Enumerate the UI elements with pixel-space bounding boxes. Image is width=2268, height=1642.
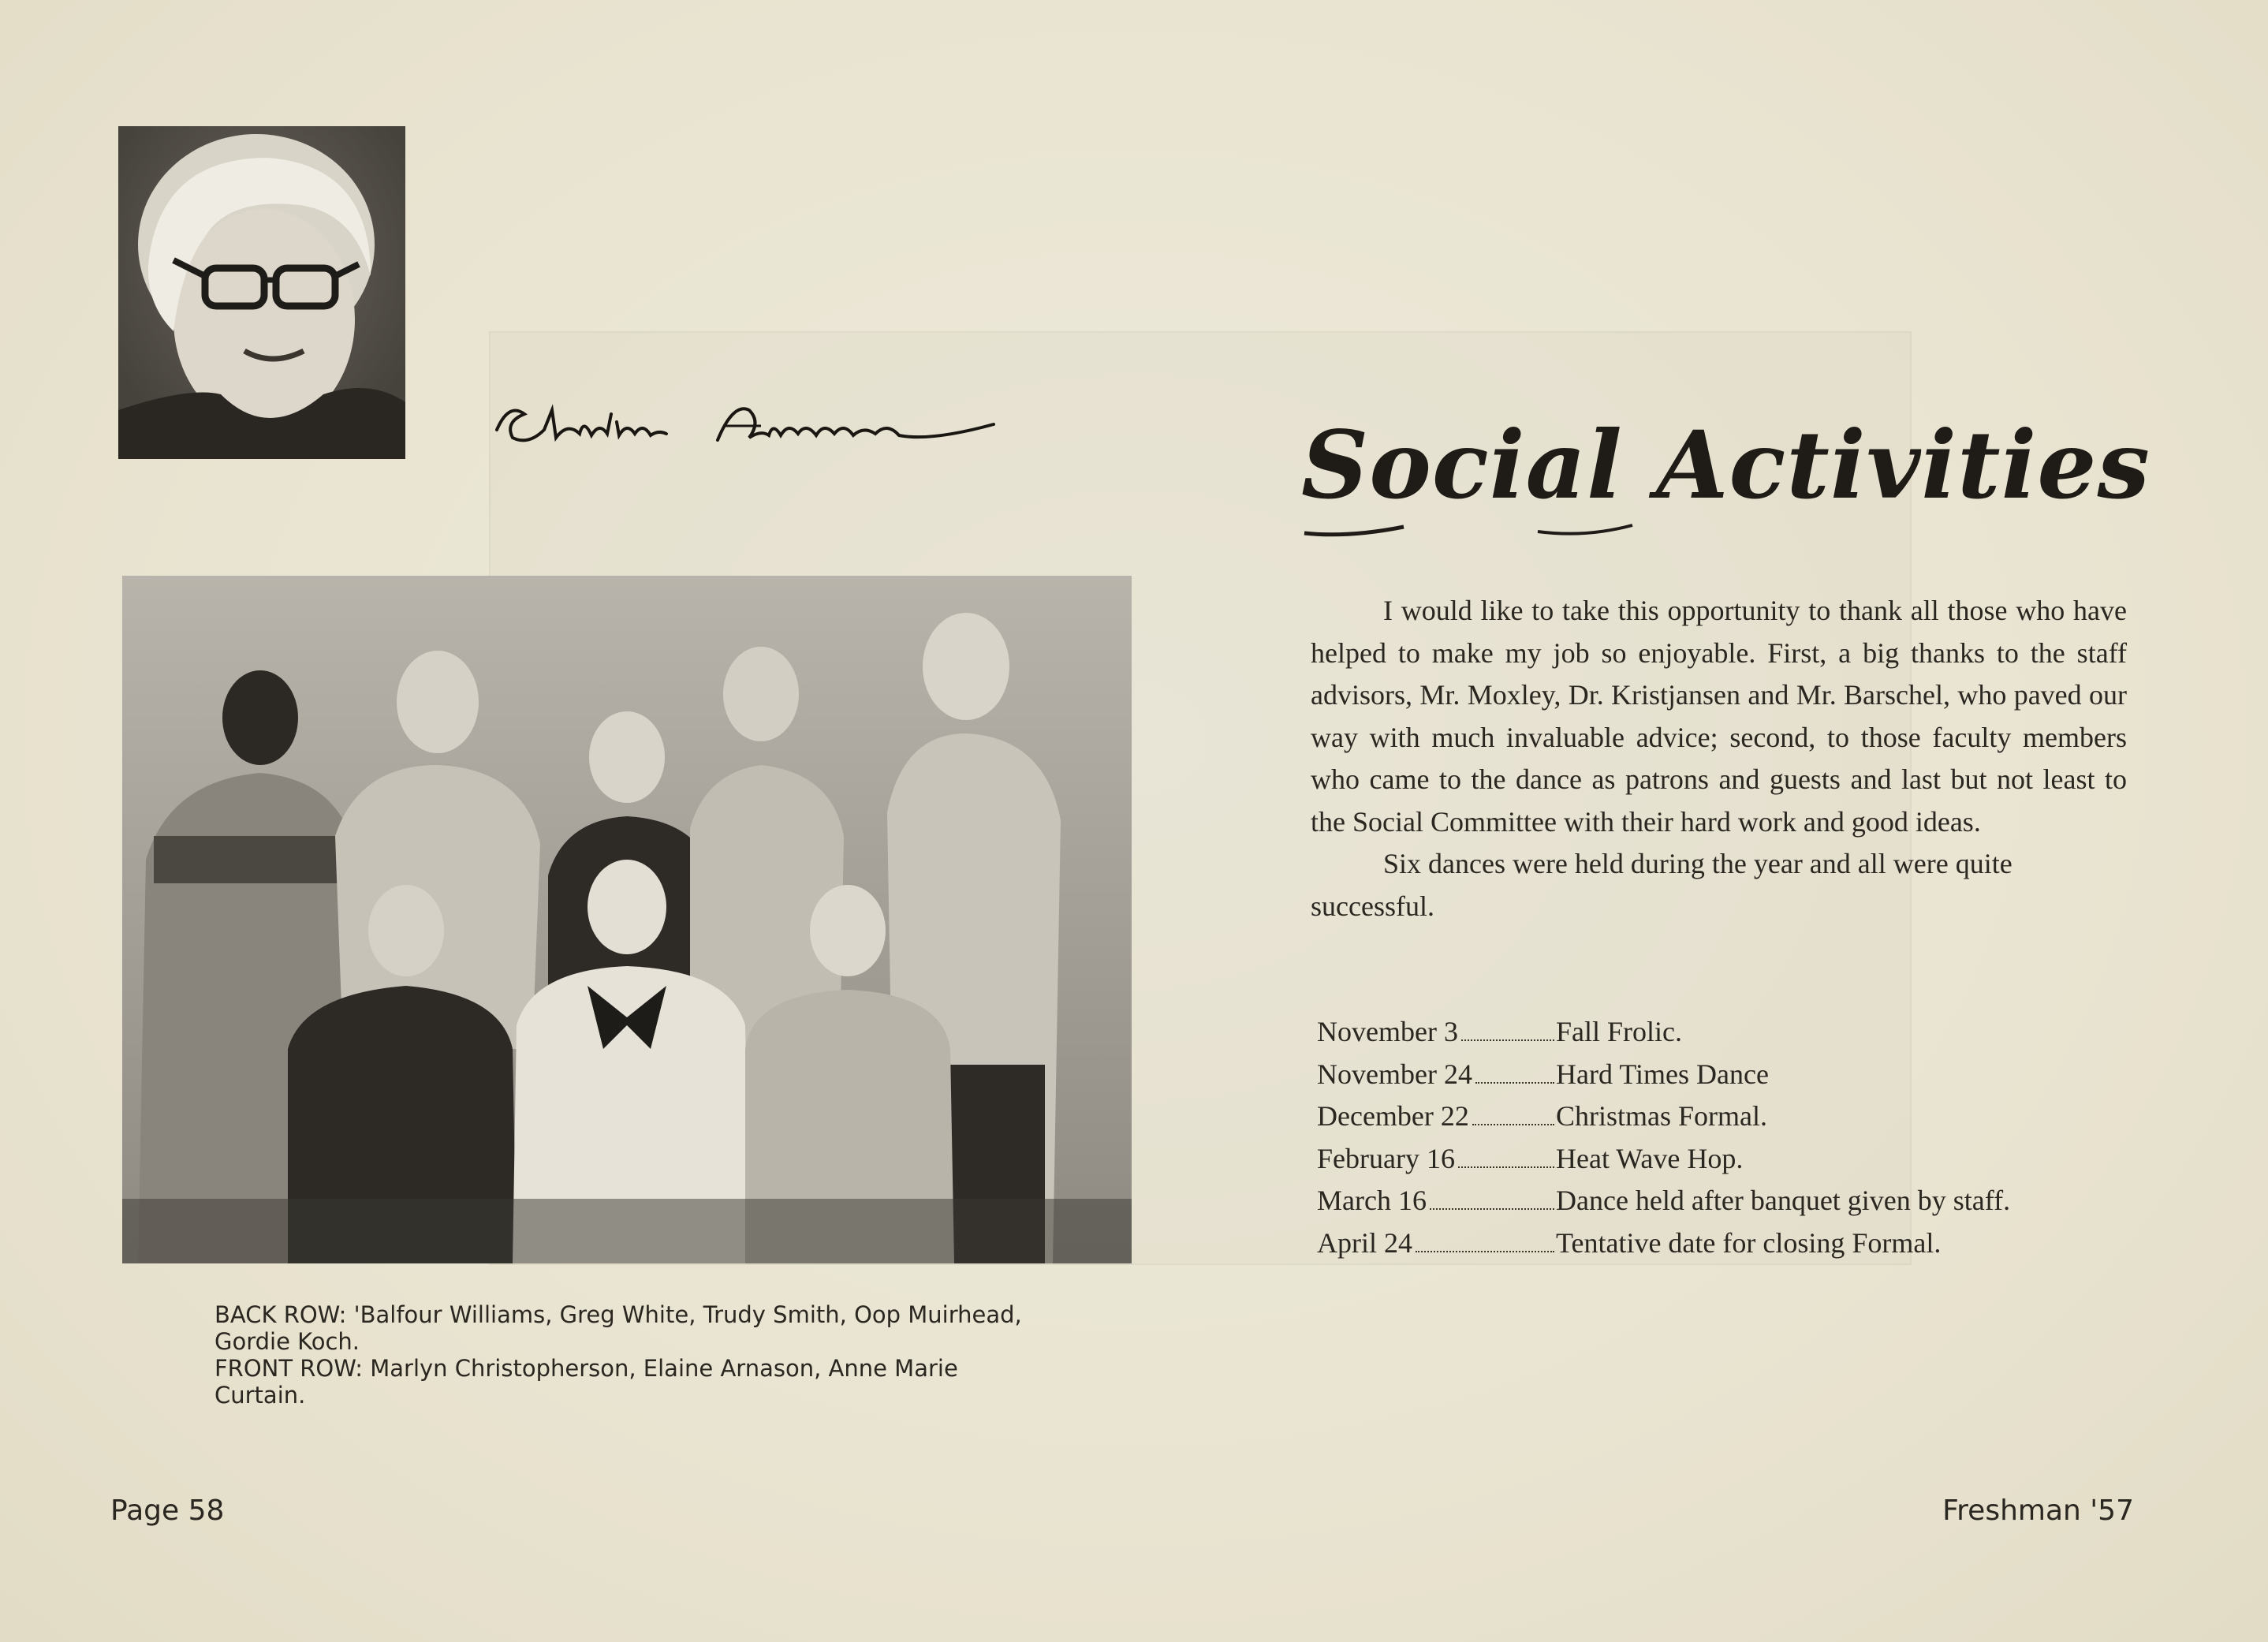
- dance-event: Heat Wave Hop.: [1556, 1142, 1744, 1174]
- dance-date: February 16: [1317, 1138, 1556, 1181]
- caption-back-row: BACK ROW: 'Balfour Williams, Greg White, Trudy Smith, Oop Muirhead, Gordie Koch.: [214, 1301, 1022, 1355]
- dance-row: [1317, 1180, 2137, 1222]
- body-paragraph-1: I would like to take this opportunity to thank all those who have helped to make my job so enjoyable. First, a big thanks to the staff advisors, Mr. Moxley, Dr. Kristjansen and Mr. Barschel, who paved our way with much invaluable advice; second, to those faculty members who came to the dance as patrons and guests and last but not least to the Social Committee with their hard work and good ideas.: [1311, 595, 2127, 838]
- dance-row: [1317, 1222, 2137, 1265]
- dance-row: [1317, 1138, 2137, 1181]
- bleed-through-heading: [520, 142, 1664, 237]
- dance-date: November 24: [1317, 1054, 1556, 1096]
- page-title: [1301, 410, 2150, 536]
- dance-date: March 16: [1317, 1180, 1556, 1222]
- title-swash: [1301, 521, 1901, 539]
- body-paragraph-2: Six dances were held during the year and all were quite successful.: [1311, 848, 2012, 922]
- caption-front-row: FRONT ROW: Marlyn Christopherson, Elaine Arnason, Anne Marie Curtain.: [214, 1355, 958, 1409]
- dance-row: [1317, 1095, 2137, 1138]
- portrait-photo: [118, 126, 405, 459]
- photo-caption: [214, 1301, 1050, 1409]
- dance-list: [1317, 1011, 2137, 1264]
- dance-event: Fall Frolic.: [1556, 1016, 1682, 1047]
- dance-date: April 24: [1317, 1222, 1556, 1265]
- signature: [489, 386, 1009, 457]
- dance-row: [1317, 1054, 2137, 1096]
- page-title-text: Social Activities: [1301, 410, 2150, 520]
- article-body: [1311, 590, 2127, 927]
- dance-event: Dance held after banquet given by staff.: [1556, 1185, 2011, 1216]
- group-photo: [122, 576, 1132, 1263]
- dance-event: Christmas Formal.: [1556, 1100, 1767, 1132]
- dance-event: Hard Times Dance: [1556, 1058, 1769, 1090]
- dance-date: December 22: [1317, 1095, 1556, 1138]
- dance-event: Tentative date for closing Formal.: [1556, 1226, 1942, 1259]
- publication-name: Freshman '57: [1942, 1495, 2134, 1527]
- dance-row: [1317, 1011, 2137, 1054]
- page-number: Page 58: [110, 1495, 225, 1527]
- dance-date: November 3: [1317, 1011, 1556, 1054]
